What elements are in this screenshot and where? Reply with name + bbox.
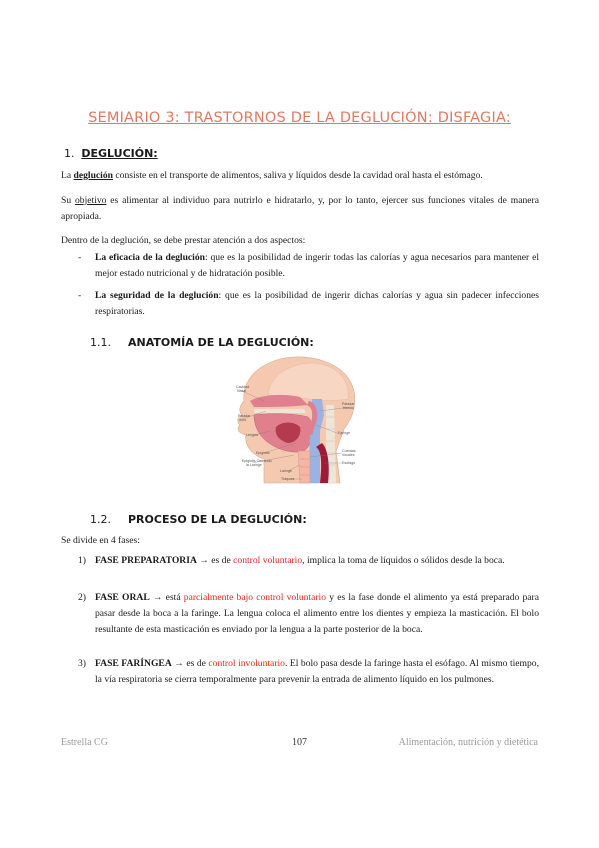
text-span: → es de: [171, 658, 209, 669]
list-item-description: : que es la posibilidad de ingerir dichas calorías y agua sin padecer infecciones respiratorias.: [95, 290, 539, 317]
phase-item-oral: [78, 590, 539, 638]
subsection-title: PROCESO DE LA DEGLUCIÓN:: [128, 513, 307, 526]
section-heading-deglucion: [64, 147, 158, 160]
phase-text: [95, 553, 539, 569]
label-paladar-blando-2: blando: [343, 406, 354, 410]
subsection-number: 1.2.: [90, 513, 111, 526]
label-laringe: Laringe: [280, 469, 292, 473]
keyword-objetivo: objetivo: [74, 195, 107, 206]
label-paladar-duro: Paladar: [238, 414, 251, 418]
list-item-term: La seguridad de la deglución: [95, 290, 219, 301]
phases-intro: Se divide en 4 fases:: [61, 535, 140, 546]
label-faringe: Faringe: [338, 431, 351, 435]
list-number: 3): [78, 658, 86, 669]
list-item-description: : que es la posibilidad de ingerir todas las calorías y agua necesarios para mantener el mejor estado nutricional y de hidratación posible.: [95, 252, 540, 279]
label-epiglotis-cerrando: Epiglotis Cerrando: [242, 459, 272, 463]
list-item-term: La eficacia de la deglución: [95, 252, 205, 263]
label-cuerdas-vocales: Cuerdas: [342, 449, 356, 453]
keyword-deglucion: deglución: [73, 170, 113, 181]
list-item-text: [95, 250, 539, 282]
list-dash: -: [78, 290, 82, 301]
text-span: , implica la toma de líquidos o sólidos desde la boca.: [302, 555, 505, 566]
control-type: parcialmente bajo control voluntario: [183, 592, 327, 603]
label-epiglotis: Epiglotis: [256, 451, 270, 455]
text-span: La: [61, 170, 74, 181]
subsection-number: 1.1.: [90, 336, 111, 349]
text-span: y es la fase donde el alimento ya está preparado para pasar desde la boca a la faringe. La lengua coloca el alimento entre los dientes y empieza la masticación. El bolo resultante de esta masticación es enviado por la lengua a la parte posterior de la boca.: [95, 592, 539, 635]
label-cavidad-nasal: Cavidad: [236, 385, 250, 389]
section-number: 1.: [64, 147, 75, 160]
subsection-title: ANATOMÍA DE LA DEGLUCIÓN:: [128, 336, 314, 349]
list-item-text: [95, 288, 539, 320]
subsection-heading-proceso: [90, 513, 307, 526]
label-traquea: Tráquea: [281, 477, 295, 481]
text-span: . El bolo pasa desde la faringe hasta el esófago. Al mismo tiempo, la vía respiratoria se cierra temporalmente para prevenir la entrada de alimento líquido en los pulmones.: [95, 658, 539, 685]
head-cross-section-diagram: [224, 355, 376, 489]
list-item-eficacia: [78, 250, 539, 282]
list-number: 2): [78, 592, 86, 603]
footer-author: Estrella CG: [61, 737, 108, 748]
text-span: es alimentar al individuo para nutrirlo e hidratarlo, y, por lo tanto, ejercer sus funciones vitales de manera apropiada.: [61, 195, 539, 222]
list-item-seguridad: [78, 288, 539, 320]
phase-name: FASE ORAL: [95, 592, 150, 603]
label-cuerdas-vocales-2: Vocales: [342, 453, 355, 457]
text-span: consiste en el transporte de alimentos, saliva y líquidos desde la cavidad oral hasta el estómago.: [112, 170, 483, 181]
aspects-intro: Dentro de la deglución, se debe prestar atención a dos aspectos:: [61, 235, 306, 246]
text-span: → es de: [196, 555, 234, 566]
objective-paragraph: [61, 193, 539, 225]
phase-item-faringea: [78, 656, 539, 688]
list-number: 1): [78, 555, 86, 566]
subsection-heading-anatomia: [90, 336, 314, 349]
text-span: Su: [61, 195, 75, 206]
phase-name: FASE FARÍNGEA: [95, 658, 172, 669]
control-type: control voluntario: [233, 555, 303, 566]
label-lengua: Lengua: [246, 433, 258, 437]
label-paladar-blando: Paladar: [342, 402, 355, 406]
footer-subject: Alimentación, nutrición y dietética: [398, 737, 538, 748]
control-type: control involuntario: [208, 658, 285, 669]
list-dash: -: [78, 252, 82, 263]
phase-name: FASE PREPARATORIA: [95, 555, 197, 566]
text-span: → está: [149, 592, 184, 603]
page-number: 107: [292, 737, 307, 748]
label-paladar-duro-2: duro: [239, 418, 247, 422]
definition-paragraph: [61, 168, 539, 184]
label-cavidad-nasal-2: Nasal: [237, 389, 247, 393]
section-title: DEGLUCIÓN:: [81, 147, 158, 160]
phase-text: [95, 656, 539, 688]
label-la-laringe: la Laringe: [246, 463, 262, 467]
document-title: SEMIARIO 3: TRASTORNOS DE LA DEGLUCIÓN: DISFAGIA:: [88, 110, 511, 126]
anatomy-illustration: [224, 355, 376, 489]
phase-text: [95, 590, 539, 638]
label-esofago: Esófago: [342, 461, 356, 465]
phase-item-preparatoria: [78, 553, 539, 569]
